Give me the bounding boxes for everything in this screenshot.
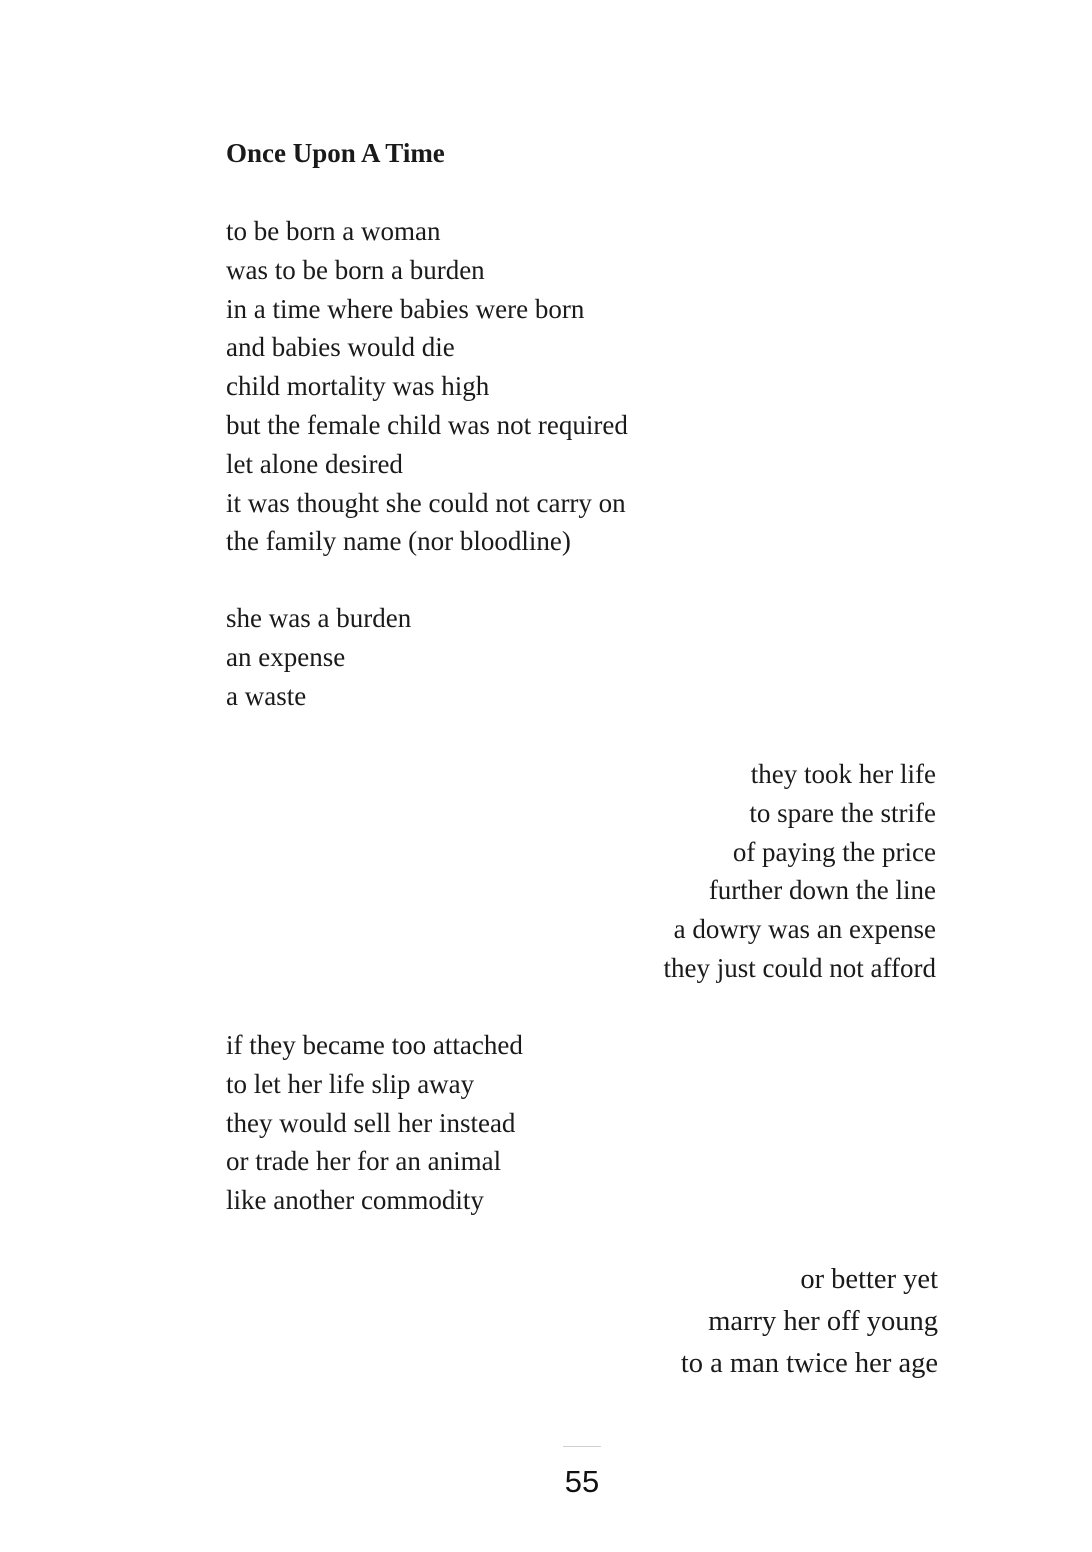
poem-line: or trade her for an animal <box>226 1146 502 1177</box>
poem-line: an expense <box>226 641 346 672</box>
poem-title: Once Upon A Time <box>226 138 445 168</box>
footer-divider <box>563 1446 601 1447</box>
poem-line: but the female child was not required <box>226 409 628 440</box>
poem-line: a waste <box>226 680 307 711</box>
poem-line: and babies would die <box>226 332 455 363</box>
stanza-2 <box>226 599 411 715</box>
poem-line: marry her off young <box>708 1306 938 1337</box>
poem-line: to be born a woman <box>226 216 441 246</box>
poem-line: a dowry was an expense <box>673 914 936 945</box>
poem-line: or better yet <box>800 1264 938 1295</box>
stanza-5 <box>681 1259 938 1385</box>
poem-line: further down the line <box>708 875 936 906</box>
poem-line: in a time where babies were born <box>226 293 585 324</box>
page-number: 55 <box>564 1464 600 1499</box>
poem-line: of paying the price <box>732 836 936 867</box>
poem-line: the family name (nor bloodline) <box>226 526 571 557</box>
poem-line: they would sell her instead <box>226 1107 516 1138</box>
poem-line: was to be born a burden <box>226 254 485 285</box>
poem-line: to a man twice her age <box>680 1348 938 1379</box>
poem-line: child mortality was high <box>226 371 490 402</box>
poem-line: like another commodity <box>226 1185 484 1216</box>
stanza-3 <box>664 755 936 988</box>
poem-line: to spare the strife <box>749 797 936 828</box>
poem-line: if they became too attached <box>226 1030 523 1060</box>
poem-line: they took her life <box>750 759 936 789</box>
stanza-1 <box>226 212 628 561</box>
poem-line: to let her life slip away <box>226 1068 475 1099</box>
poem-line: they just could not afford <box>663 952 936 983</box>
poem-line: it was thought she could not carry on <box>226 487 626 518</box>
stanza-4 <box>226 1026 523 1220</box>
poem-line: let alone desired <box>226 448 403 479</box>
poem-line: she was a burden <box>226 603 412 633</box>
